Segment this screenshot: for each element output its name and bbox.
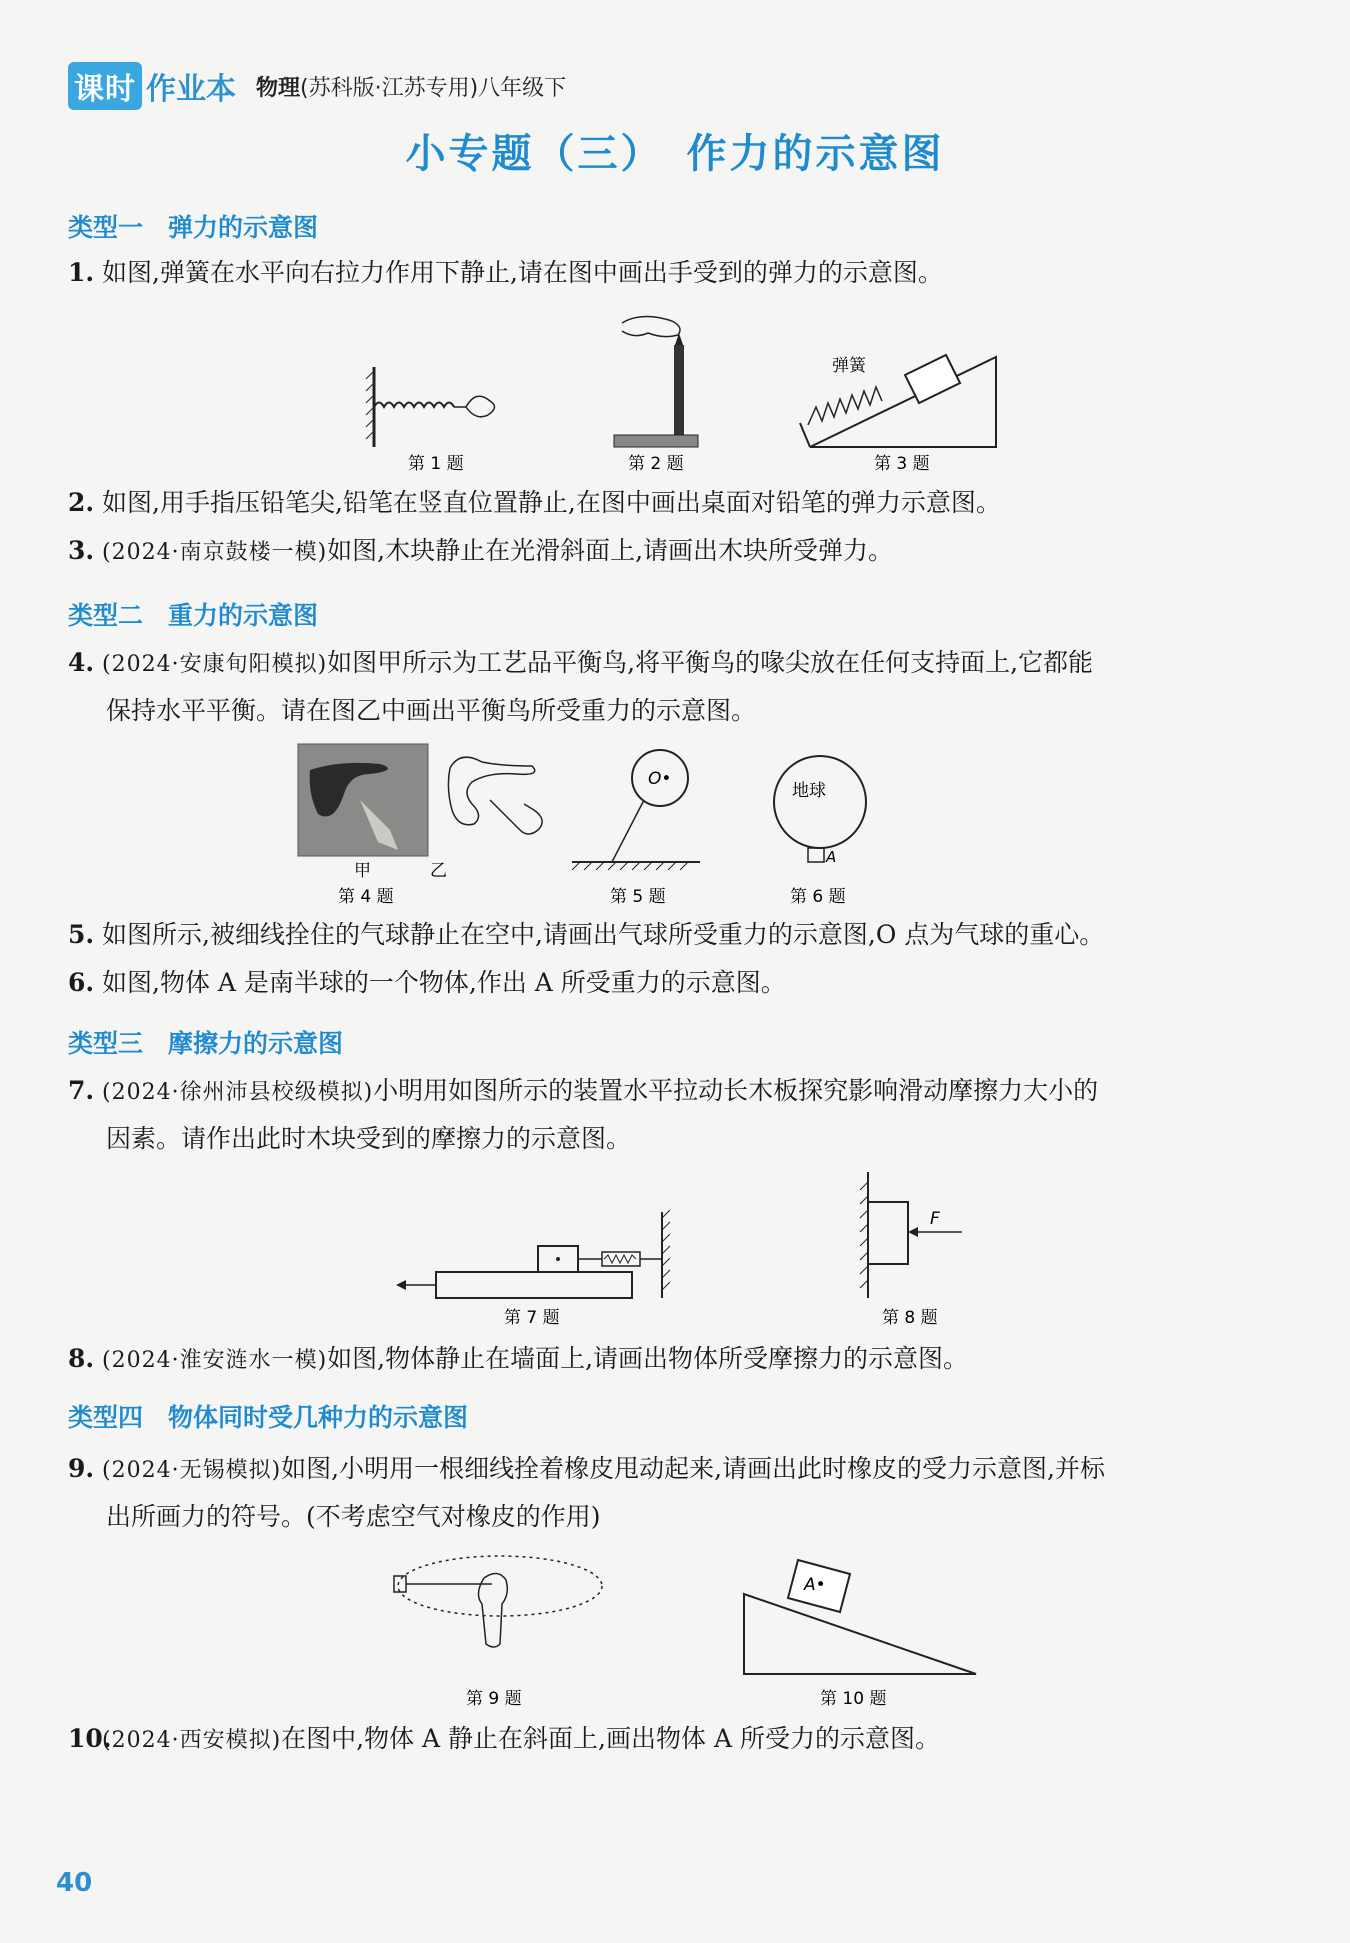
fig8-caption: 第 8 题 bbox=[882, 1308, 938, 1328]
header-brand bbox=[68, 62, 566, 110]
figures-4-6 bbox=[290, 740, 1090, 910]
figures-7-8 bbox=[390, 1168, 990, 1333]
question-8: 8. (2024·淮安涟水一模)如图,物体静止在墙面上,请画出物体所受摩擦力的示意图。 bbox=[68, 1344, 969, 1373]
fig10-caption: 第 10 题 bbox=[820, 1689, 887, 1709]
fig2-pencil-diagram bbox=[614, 316, 698, 447]
brand-name: 作业本 bbox=[146, 72, 236, 107]
question-5: 5. 如图所示,被细线拴住的气球静止在空中,请画出气球所受重力的示意图,O 点为气球的重心。 bbox=[68, 920, 1105, 949]
section-heading: 类型四 物体同时受几种力的示意图 bbox=[68, 1403, 469, 1432]
fig3-incline-diagram bbox=[800, 355, 996, 447]
logo: 课时 bbox=[68, 62, 142, 110]
question-3: 3. (2024·南京鼓楼一模)如图,木块静止在光滑斜面上,请画出木块所受弹力。 bbox=[68, 536, 894, 565]
fig4-label-a: 甲 bbox=[354, 861, 371, 881]
fig1-spring-diagram bbox=[366, 367, 495, 447]
page-title: 小专题（三） 作力的示意图 bbox=[405, 130, 945, 177]
question-10: 10.(2024·西安模拟)在图中,物体 A 静止在斜面上,画出物体 A 所受力的示意图。 bbox=[68, 1724, 940, 1753]
fig6-earth-diagram bbox=[774, 756, 866, 862]
fig6-label: 地球 bbox=[792, 781, 826, 801]
section-heading: 类型三 摩擦力的示意图 bbox=[68, 1029, 344, 1058]
fig6-label-a: A bbox=[826, 848, 837, 866]
page-number: 40 bbox=[56, 1868, 93, 1898]
fig8-wall-block bbox=[860, 1172, 962, 1298]
question-6: 6. 如图,物体 A 是南半球的一个物体,作出 A 所受重力的示意图。 bbox=[68, 968, 786, 997]
question-4: 4. (2024·安康旬阳模拟)如图甲所示为工艺品平衡鸟,将平衡鸟的喙尖放在任何支持面上,它都能 保持水平平衡。请在图乙中画出平衡鸟所受重力的示意图。 bbox=[68, 648, 1094, 725]
fig4-photo bbox=[298, 744, 428, 856]
subject-line: 物理(苏科版·江苏专用)八年级下 bbox=[256, 75, 567, 101]
fig5-balloon-diagram bbox=[572, 750, 700, 870]
fig10-incline-block bbox=[744, 1560, 976, 1674]
fig7-caption: 第 7 题 bbox=[504, 1308, 560, 1328]
fig8-label: F bbox=[930, 1209, 940, 1229]
question-2: 2. 如图,用手指压铅笔尖,铅笔在竖直位置静止,在图中画出桌面对铅笔的弹力示意图。 bbox=[68, 488, 1001, 517]
fig1-caption: 第 1 题 bbox=[408, 454, 464, 474]
section-heading: 类型二 重力的示意图 bbox=[68, 601, 319, 630]
fig4-caption: 第 4 题 bbox=[338, 887, 394, 907]
fig9-whirling-eraser bbox=[394, 1556, 602, 1647]
fig6-caption: 第 6 题 bbox=[790, 887, 846, 907]
fig9-caption: 第 9 题 bbox=[466, 1689, 522, 1709]
question-7: 7. (2024·徐州沛县校级模拟)小明用如图所示的装置水平拉动长木板探究影响滑动摩擦力大小的 因素。请作出此时木块受到的摩擦力的示意图。 bbox=[68, 1076, 1099, 1153]
fig5-caption: 第 5 题 bbox=[610, 887, 666, 907]
fig5-label: O• bbox=[648, 769, 672, 789]
section-heading: 类型一 弹力的示意图 bbox=[68, 213, 319, 242]
fig10-label: A• bbox=[804, 1575, 826, 1595]
fig3-caption: 第 3 题 bbox=[874, 454, 930, 474]
question-9: 9. (2024·无锡模拟)如图,小明用一根细线拴着橡皮甩动起来,请画出此时橡皮的受力示意图,并标 出所画力的符号。(不考虑空气对橡皮的作用) bbox=[68, 1454, 1105, 1531]
fig2-caption: 第 2 题 bbox=[628, 454, 684, 474]
fig7-friction-apparatus bbox=[396, 1210, 670, 1298]
fig4-bird-sketch bbox=[448, 757, 542, 834]
fig4-label-b: 乙 bbox=[430, 861, 447, 881]
fig3-label: 弹簧 bbox=[832, 356, 866, 376]
figures-9-10 bbox=[380, 1548, 1000, 1713]
figures-1-3 bbox=[360, 305, 1010, 480]
question-1: 1. 如图,弹簧在水平向右拉力作用下静止,请在图中画出手受到的弹力的示意图。 bbox=[68, 258, 943, 287]
